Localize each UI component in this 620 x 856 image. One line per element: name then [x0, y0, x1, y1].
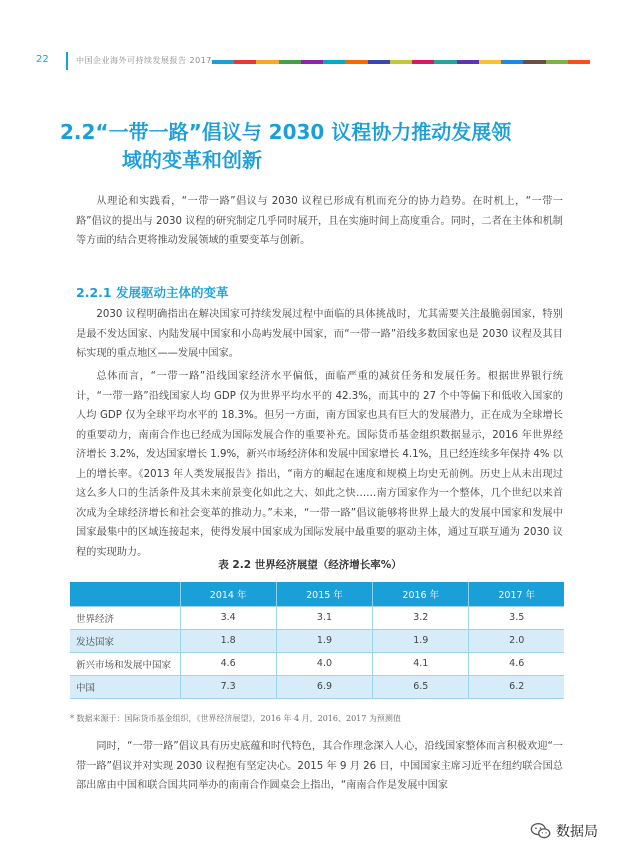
- table-header-cell: 2016 年: [373, 582, 469, 606]
- color-stripe-segment: [568, 60, 590, 64]
- table-row-label: 世界经济: [70, 606, 180, 629]
- table-cell: 4.6: [469, 652, 564, 675]
- color-stripe-segment: [479, 60, 501, 64]
- table-caption: 表 2.2 世界经济展望（经济增长率%）: [218, 559, 402, 571]
- color-stripe-segment: [256, 60, 278, 64]
- table-source-note: * 数据来源于：国际货币基金组织，《世界经济展望》，2016 年 4 月，2016、2017 为预测值: [70, 714, 401, 723]
- section-title-line1: 2.2“一带一路”倡议与 2030 议程协力推动发展领: [60, 120, 512, 144]
- table-cell: 4.1: [373, 652, 469, 675]
- table-row-label: 中国: [70, 675, 180, 698]
- color-stripe-segment: [546, 60, 568, 64]
- watermark-text: 数据局: [556, 824, 598, 840]
- page-header: [0, 52, 620, 72]
- body-paragraph-3: 同时，“一带一路”倡议具有历史底蕴和时代特色，其合作理念深入人心，沿线国家整体而言积极欢迎“一带一路”倡议并对实现 2030 议程抱有坚定决心。2015 年 9 月 26 日，中国国家主席习近平在纽约联合国总部出席由中国和联合国共同举办的南南合作圆桌会上指出，“南南合作是发展中国家: [76, 741, 563, 791]
- table-cell: 1.9: [276, 629, 372, 652]
- table-cell: 3.4: [180, 606, 276, 629]
- table-row: [70, 629, 564, 652]
- table-cell: 6.2: [469, 675, 564, 698]
- header-divider: [66, 52, 68, 70]
- body-paragraph-1: 2030 议程明确指出在解决国家可持续发展过程中面临的具体挑战时，尤其需要关注最脆弱国家，特别是最不发达国家、内陆发展中国家和小岛屿发展中国家，而“一带一路”沿线多数国家也是 2030 议程及其目标实现的重点地区——发展中国家。: [76, 309, 563, 359]
- table-cell: 4.0: [276, 652, 372, 675]
- table-row-label: 发达国家: [70, 629, 180, 652]
- color-stripe-bar: [212, 60, 590, 64]
- color-stripe-segment: [212, 60, 234, 64]
- color-stripe-segment: [523, 60, 545, 64]
- color-stripe-segment: [434, 60, 456, 64]
- table-cell: 1.8: [180, 629, 276, 652]
- table-row-label: 新兴市场和发展中国家: [70, 652, 180, 675]
- table-cell: 1.9: [373, 629, 469, 652]
- color-stripe-segment: [390, 60, 412, 64]
- table-cell: 4.6: [180, 652, 276, 675]
- color-stripe-segment: [412, 60, 434, 64]
- table-row: [70, 606, 564, 629]
- table-header-cell: [70, 582, 180, 606]
- subsection-title: 2.2.1 发展驱动主体的变革: [76, 285, 229, 300]
- color-stripe-segment: [301, 60, 323, 64]
- section-title: [60, 118, 580, 174]
- color-stripe-segment: [279, 60, 301, 64]
- table-row: [70, 675, 564, 698]
- table-header-cell: 2015 年: [276, 582, 372, 606]
- table-header-cell: 2017 年: [469, 582, 564, 606]
- table-cell: 3.2: [373, 606, 469, 629]
- economic-outlook-table: [70, 582, 564, 699]
- body-paragraph-2: 总体而言，“一带一路”沿线国家经济水平偏低，面临严重的减贫任务和发展任务。根据世界银行统计，“一带一路”沿线国家人均 GDP 仅为世界平均水平的 42.3%，而其中的 27 个中等偏下和低收入国家的人均 GDP 仅为全球平均水平的 18.3%。但另一方面，南方国家也具有巨大的发展潜力，正在成为全球增长的重要动力，南南合作也已经成为国际发展合作的重要补充。国际货币基金组织数据显示，2016 年世界经济增长 3.2%，发达国家增长 1.9%，新兴市场经济体和发展中国家增长 4.1%，且已经连续多年保持 4% 以上的增长率。《2013 年人类发展报告》指出，“南方的崛起在速度和规模上均史无前例。历史上从未出现过这么多人口的生活条件及其未来前景变化如此之大、如此之快……南方国家作为一个整体，几个世纪以来首次成为全球经济增长和社会变革的推动力。”未来，“一带一路”倡议能够将世界上最大的发展中国家和发展中国家最集中的区域连接起来，使得发展中国家成为国际发展中最重要的驱动主体，通过互联互通为 2030 议程的实现助力。: [76, 371, 563, 558]
- color-stripe-segment: [368, 60, 390, 64]
- page-number: 22: [36, 54, 49, 65]
- table-header-cell: 2014 年: [180, 582, 276, 606]
- intro-paragraph: 从理论和实践看，“一带一路”倡议与 2030 议程已形成有机而充分的协力趋势。在时机上，“一带一路”倡议的提出与 2030 议程的研究制定几乎同时展开，且在实施时间上高度重合。同时，二者在主体和机制等方面的结合更将推动发展领域的重要变革与创新。: [76, 196, 563, 246]
- table-row: [70, 652, 564, 675]
- color-stripe-segment: [323, 60, 345, 64]
- table-cell: 3.5: [469, 606, 564, 629]
- watermark: [530, 818, 598, 844]
- color-stripe-segment: [234, 60, 256, 64]
- report-title: 中国企业海外可持续发展报告 2017: [76, 56, 212, 65]
- table-cell: 3.1: [276, 606, 372, 629]
- table-cell: 7.3: [180, 675, 276, 698]
- color-stripe-segment: [345, 60, 367, 64]
- color-stripe-segment: [501, 60, 523, 64]
- table-cell: 2.0: [469, 629, 564, 652]
- wechat-icon: [530, 820, 552, 842]
- table-cell: 6.9: [276, 675, 372, 698]
- table-cell: 6.5: [373, 675, 469, 698]
- table-header-row: [70, 582, 564, 606]
- color-stripe-segment: [457, 60, 479, 64]
- section-title-line2: 域的变革和创新: [122, 148, 262, 172]
